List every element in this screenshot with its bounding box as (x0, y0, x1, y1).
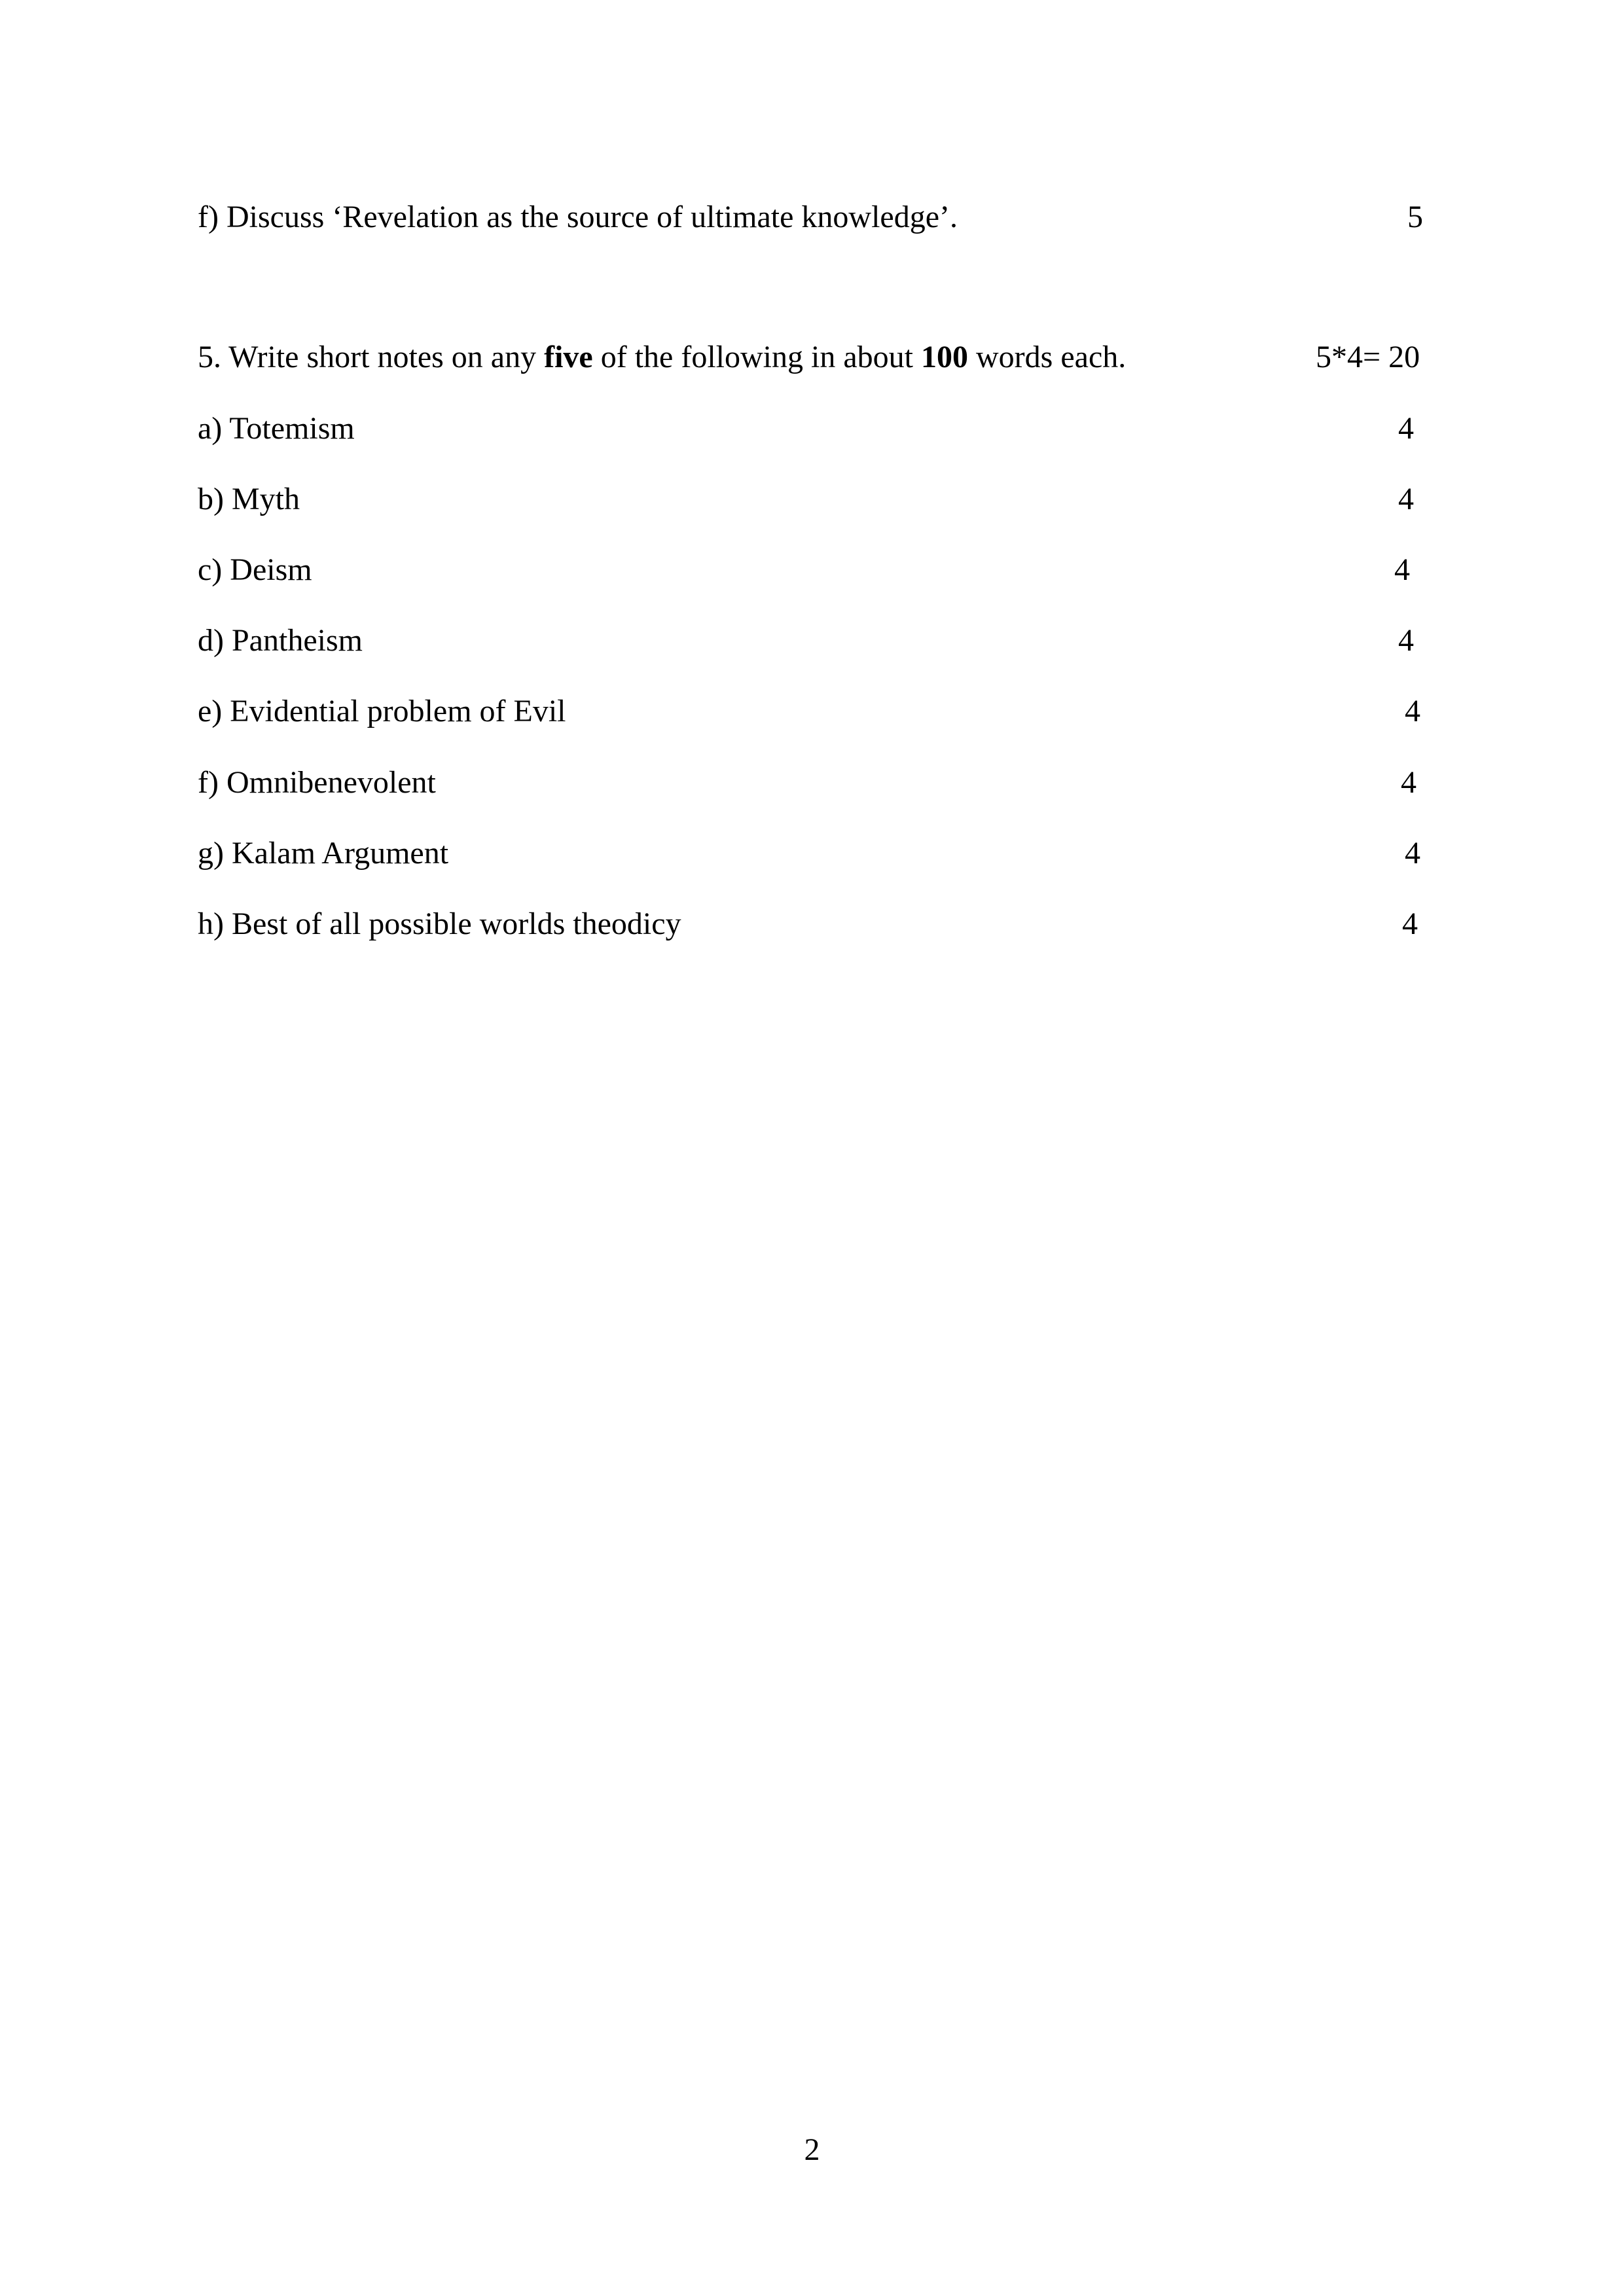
question-4f-text: f) Discuss ‘Revelation as the source of ultimate knowledge’. (198, 200, 958, 234)
item-marks: 4 (1394, 552, 1410, 587)
item-marks: 4 (1398, 482, 1414, 516)
item-marks: 4 (1401, 765, 1416, 800)
question-5-suffix: words each. (968, 340, 1127, 374)
item-marks: 4 (1405, 836, 1420, 870)
question-5-instruction (198, 338, 1126, 377)
question-5-prefix: 5. Write short notes on any (198, 340, 545, 374)
item-marks: 4 (1398, 411, 1414, 446)
item-text: h) Best of all possible worlds theodicy (198, 906, 681, 941)
item-marks: 4 (1405, 694, 1420, 728)
item-text: c) Deism (198, 552, 312, 587)
question-5-count: five (544, 340, 593, 374)
question-4f-marks: 5 (1407, 200, 1423, 234)
item-text: g) Kalam Argument (198, 836, 449, 870)
item-text: f) Omnibenevolent (198, 765, 436, 800)
question-5-word-limit: 100 (921, 340, 968, 374)
question-5-mid: of the following in about (592, 340, 921, 374)
item-marks: 4 (1402, 906, 1418, 941)
item-text: e) Evidential problem of Evil (198, 694, 566, 728)
page-number: 2 (804, 2132, 820, 2167)
item-text: b) Myth (198, 482, 300, 516)
item-text: d) Pantheism (198, 623, 363, 658)
item-marks: 4 (1398, 623, 1414, 658)
question-5-marks: 5*4= 20 (1316, 340, 1420, 374)
item-text: a) Totemism (198, 411, 355, 446)
